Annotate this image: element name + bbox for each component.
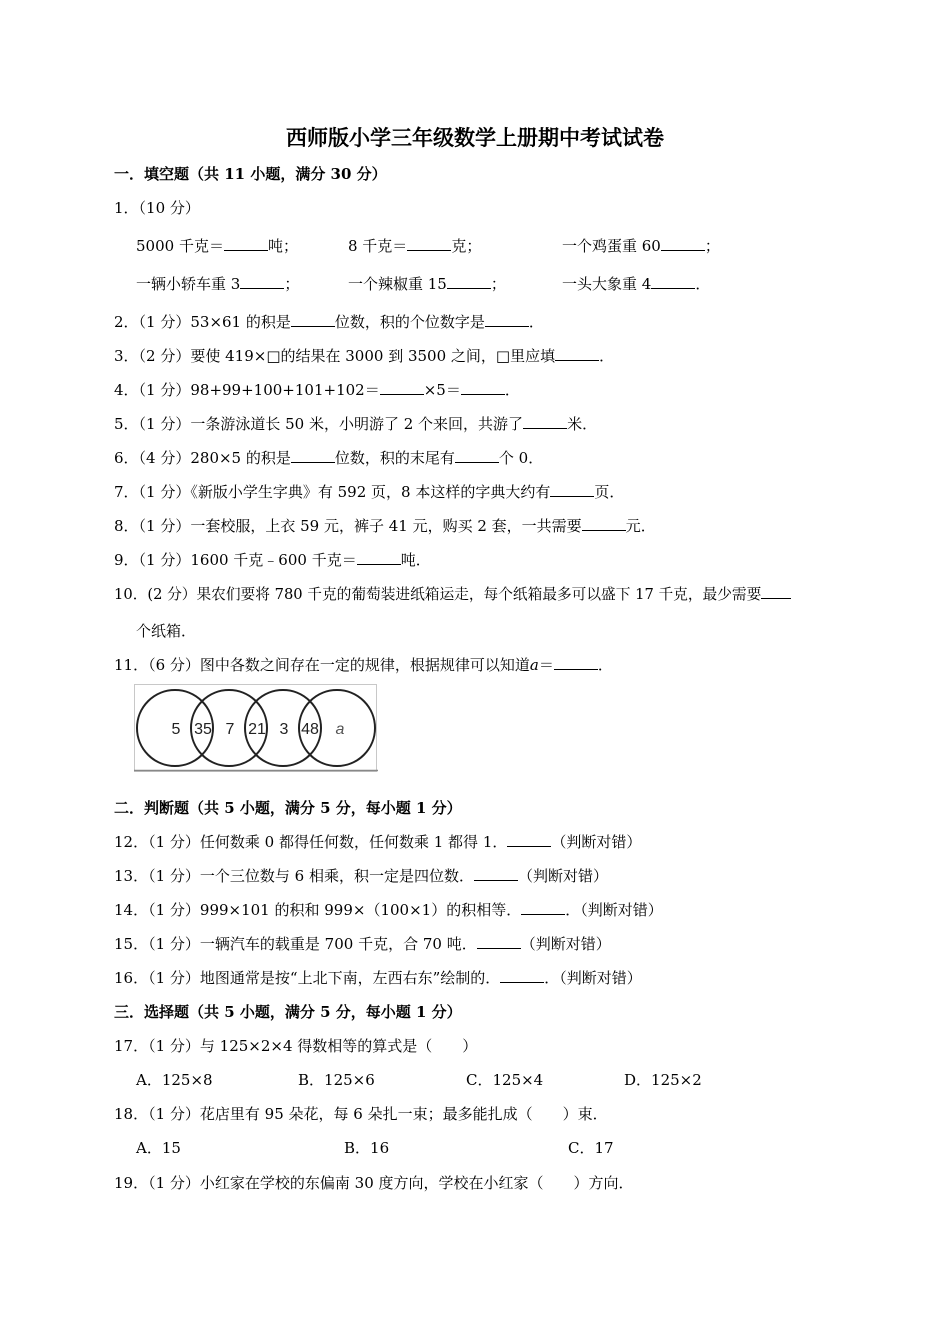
q1-item-d [136, 274, 299, 294]
q3-text: 3．（2 分）要使 419×□的结果在 3000 到 3500 之间，□里应填 [114, 347, 556, 365]
q14-text: 14．（1 分）999×101 的积和 999×（100×1）的积相等． [114, 901, 522, 919]
answer-blank[interactable] [291, 448, 335, 463]
answer-blank[interactable] [485, 312, 529, 327]
figure-number: 5 [171, 721, 181, 738]
answer-blank[interactable] [554, 655, 598, 670]
figure-number: 7 [225, 721, 235, 738]
q1-head: 1．（10 分） [114, 199, 200, 217]
q10-continuation: 个纸箱． [136, 622, 197, 640]
q11-end: ． [597, 656, 613, 674]
q2-end: ． [528, 313, 544, 331]
q7-text: 7．（1 分）《新版小学生字典》有 592 页，8 本这样的字典大约有 [114, 483, 551, 501]
q8-end: 元． [625, 517, 656, 535]
question-17: 17．（1 分）与 125×2×4 得数相等的算式是（ ） [114, 1037, 478, 1055]
q8-text: 8．（1 分）一套校服，上衣 59 元，裤子 41 元，购买 2 套，一共需要 [114, 517, 582, 535]
q5-text: 5．（1 分）一条游泳道长 50 米，小明游了 2 个来回，共游了 [114, 415, 524, 433]
q1-a-text: 5000 千克＝ [136, 237, 224, 255]
q11-variable: a [529, 656, 539, 674]
q1-c-text: 一个鸡蛋重 60 [562, 237, 661, 255]
answer-blank[interactable] [461, 380, 505, 395]
q1-item-a [136, 236, 298, 256]
q17-option-d[interactable]: D．125×2 [624, 1071, 702, 1089]
page-title: 西师版小学三年级数学上册期中考试试卷 [286, 125, 664, 150]
q17-option-b[interactable]: B．125×6 [298, 1071, 375, 1089]
answer-blank[interactable] [291, 312, 335, 327]
q2-text-b: 位数，积的个位数字是 [334, 313, 485, 331]
q1-d-unit: ； [284, 275, 300, 293]
answer-blank[interactable] [455, 448, 499, 463]
q18-option-a[interactable]: A．15 [136, 1139, 181, 1157]
answer-blank[interactable] [477, 934, 521, 949]
q16-text: 16．（1 分）地图通常是按“上北下南，左西右东”绘制的． [114, 969, 501, 987]
q15-text: 15．（1 分）一辆汽车的载重是 700 千克，合 70 吨． [114, 935, 477, 953]
question-8 [114, 516, 656, 536]
answer-blank[interactable] [523, 414, 567, 429]
answer-blank[interactable] [550, 482, 594, 497]
answer-blank[interactable] [651, 274, 695, 289]
q18-option-b[interactable]: B．16 [344, 1139, 390, 1157]
question-18: 18．（1 分）花店里有 95 朵花，每 6 朵扎一束；最多能扎成（ ）束． [114, 1105, 608, 1123]
q1-item-b [348, 236, 481, 256]
q1-b-text: 8 千克＝ [348, 237, 408, 255]
q5-end: 米． [567, 415, 598, 433]
q12-text: 12．（1 分）任何数乘 0 都得任何数，任何数乘 1 都得 1． [114, 833, 508, 851]
q11-equals: ＝ [538, 656, 554, 674]
section-true-false: 二．判断题（共 5 小题，满分 5 分，每小题 1 分） [114, 799, 462, 817]
question-16 [114, 968, 642, 988]
answer-blank[interactable] [582, 516, 626, 531]
q13-text: 13．（1 分）一个三位数与 6 相乘，积一定是四位数． [114, 867, 474, 885]
answer-blank[interactable] [474, 866, 518, 881]
figure-number: 48 [301, 721, 319, 738]
q1-f-text: 一头大象重 4 [562, 275, 652, 293]
q4-end: ． [504, 381, 520, 399]
q17-option-c[interactable]: C．125×4 [466, 1071, 544, 1089]
q9-end: 吨． [400, 551, 431, 569]
q17-option-a[interactable]: A．125×8 [136, 1071, 213, 1089]
q4-text-b: ×5＝ [423, 381, 461, 399]
q3-end: ． [599, 347, 615, 365]
q1-b-unit: 克； [451, 237, 482, 255]
answer-blank[interactable] [357, 550, 401, 565]
question-11 [114, 655, 613, 675]
q1-a-unit: 吨； [267, 237, 298, 255]
q18-option-c[interactable]: C．17 [568, 1139, 614, 1157]
question-14 [114, 900, 663, 920]
q1-e-unit: ； [490, 275, 506, 293]
q11-text: 11．（6 分）图中各数之间存在一定的规律，根据规律可以知道 [114, 656, 530, 674]
q1-item-e [348, 274, 506, 294]
q1-d-text: 一辆小轿车重 3 [136, 275, 241, 293]
answer-blank[interactable] [447, 274, 491, 289]
question-2 [114, 312, 544, 332]
figure-number: 21 [248, 721, 266, 738]
q1-e-text: 一个辣椒重 15 [348, 275, 447, 293]
question-5 [114, 414, 597, 434]
answer-blank[interactable] [240, 274, 284, 289]
q1-item-f [562, 274, 710, 294]
answer-blank[interactable] [507, 832, 551, 847]
q9-text: 9．（1 分）1600 千克﹣600 千克＝ [114, 551, 357, 569]
q2-text: 2．（1 分）53×61 的积是 [114, 313, 291, 331]
answer-blank[interactable] [661, 236, 705, 251]
q13-end: （判断对错） [517, 867, 608, 885]
question-10 [114, 584, 791, 605]
question-7 [114, 482, 624, 502]
q1-f-unit: ． [695, 275, 711, 293]
answer-blank[interactable] [521, 900, 565, 915]
q1-item-c [562, 236, 720, 256]
section-fill-in: 一．填空题（共 11 小题，满分 30 分） [114, 165, 387, 183]
q12-end: （判断对错） [551, 833, 642, 851]
figure-number: 35 [194, 721, 212, 738]
q15-end: （判断对错） [520, 935, 611, 953]
q16-end: ．（判断对错） [544, 969, 642, 987]
q10-text: 10．(2 分）果农们要将 780 千克的葡萄装进纸箱运走，每个纸箱最多可以盛下 17 千克，最少需要 [114, 586, 762, 603]
circles-pattern-figure [134, 684, 378, 772]
question-12 [114, 832, 641, 852]
question-19: 19．（1 分）小红家在学校的东偏南 30 度方向，学校在小红家（ ）方向． [114, 1174, 634, 1192]
question-3 [114, 346, 614, 366]
figure-unknown: a [335, 721, 345, 738]
answer-blank[interactable] [380, 380, 424, 395]
answer-blank[interactable] [555, 346, 599, 361]
q4-text: 4．（1 分）98+99+100+101+102＝ [114, 381, 380, 399]
answer-blank[interactable] [407, 236, 451, 251]
answer-blank[interactable] [761, 584, 791, 599]
figure-number: 3 [279, 721, 289, 738]
section-multiple-choice: 三．选择题（共 5 小题，满分 5 分，每小题 1 分） [114, 1003, 462, 1021]
q6-text-b: 位数，积的末尾有 [334, 449, 455, 467]
answer-blank[interactable] [224, 236, 268, 251]
question-15 [114, 934, 611, 954]
question-4 [114, 380, 520, 400]
q14-end: ．（判断对错） [565, 901, 663, 919]
question-6 [114, 448, 543, 468]
question-13 [114, 866, 608, 886]
question-9 [114, 550, 431, 570]
q1-c-unit: ； [704, 237, 720, 255]
q6-text: 6．（4 分）280×5 的积是 [114, 449, 291, 467]
answer-blank[interactable] [500, 968, 544, 983]
q7-end: 页． [594, 483, 625, 501]
q6-end: 个 0． [498, 449, 544, 467]
